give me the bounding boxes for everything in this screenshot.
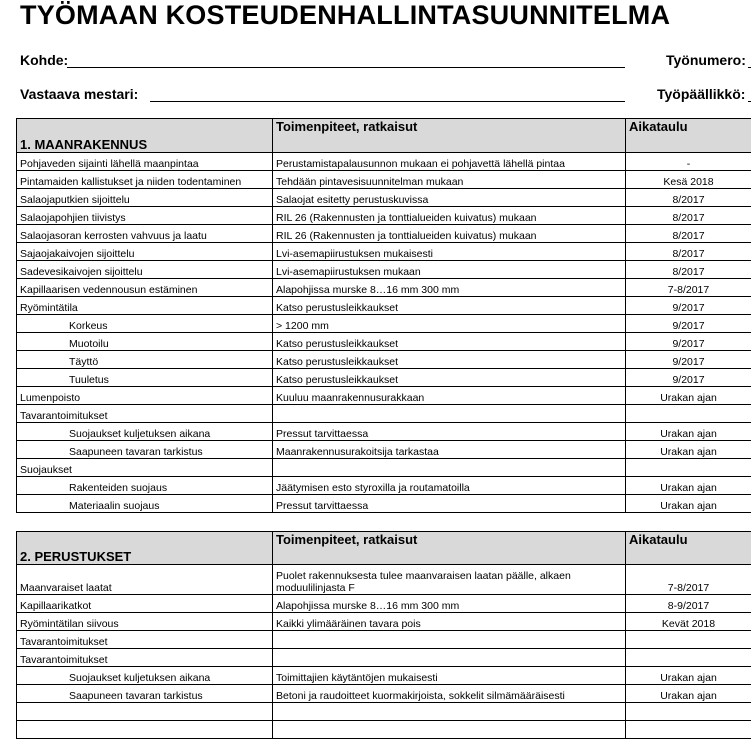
row-item: Pohjaveden sijainti lähellä maanpintaa: [17, 153, 273, 171]
table-row: [17, 631, 751, 649]
table-row: [17, 171, 751, 189]
row-schedule: [626, 703, 751, 721]
column-header-schedule: Aikataulu: [626, 532, 751, 565]
row-schedule: Kevät 2018: [626, 613, 751, 631]
row-item: Tuuletus: [17, 369, 273, 387]
row-schedule: Urakan ajan: [626, 685, 751, 703]
table-row: [17, 279, 751, 297]
row-item: Lumenpoisto: [17, 387, 273, 405]
row-item: Salaojasoran kerrosten vahvuus ja laatu: [17, 225, 273, 243]
row-item: Tavarantoimitukset: [17, 649, 273, 667]
table-row: [17, 459, 751, 477]
row-schedule: Urakan ajan: [626, 477, 751, 495]
row-item: Muotoilu: [17, 333, 273, 351]
row-item: Tavarantoimitukset: [17, 405, 273, 423]
table-row: [17, 703, 751, 721]
kohde-field[interactable]: [67, 67, 625, 68]
table-row: [17, 225, 751, 243]
row-action: Pressut tarvittaessa: [273, 423, 626, 441]
row-schedule: 9/2017: [626, 297, 751, 315]
row-action: Toimittajien käytäntöjen mukaisesti: [273, 667, 626, 685]
mestari-label: Vastaava mestari:: [20, 86, 139, 102]
row-schedule: 9/2017: [626, 315, 751, 333]
kohde-label: Kohde:: [20, 52, 69, 68]
column-header-schedule: Aikataulu: [626, 119, 751, 153]
table-row: [17, 243, 751, 261]
row-schedule: 8-9/2017: [626, 595, 751, 613]
row-schedule: -: [626, 153, 751, 171]
table-row: [17, 315, 751, 333]
column-header-actions: Toimenpiteet, ratkaisut: [273, 119, 626, 153]
row-action: [273, 405, 626, 423]
row-item: Täyttö: [17, 351, 273, 369]
row-item: Materiaalin suojaus: [17, 495, 273, 513]
table-row: [17, 667, 751, 685]
row-schedule: Urakan ajan: [626, 423, 751, 441]
row-action: Salaojat esitetty perustuskuvissa: [273, 189, 626, 207]
section-heading: 1. MAANRAKENNUS: [17, 119, 273, 153]
table-row: [17, 423, 751, 441]
row-item: Ryömintätila: [17, 297, 273, 315]
row-action: [273, 631, 626, 649]
row-action: Maanrakennusurakoitsija tarkastaa: [273, 441, 626, 459]
row-action: Betoni ja raudoitteet kuormakirjoista, sokkelit silmämääräisesti: [273, 685, 626, 703]
row-action: Lvi-asemapiirustuksen mukaan: [273, 261, 626, 279]
row-item: Suojaukset kuljetuksen aikana: [17, 667, 273, 685]
row-schedule: [626, 459, 751, 477]
row-item: Rakenteiden suojaus: [17, 477, 273, 495]
row-action: Kuuluu maanrakennusurakkaan: [273, 387, 626, 405]
table-row: [17, 153, 751, 171]
row-schedule: 9/2017: [626, 369, 751, 387]
row-schedule: Urakan ajan: [626, 667, 751, 685]
table-row: [17, 477, 751, 495]
row-item: Kapillaarisen vedennousun estäminen: [17, 279, 273, 297]
row-action: Pressut tarvittaessa: [273, 495, 626, 513]
row-item: Sajaojakaivojen sijoittelu: [17, 243, 273, 261]
row-action: Katso perustusleikkaukset: [273, 369, 626, 387]
row-schedule: 9/2017: [626, 351, 751, 369]
row-schedule: 9/2017: [626, 333, 751, 351]
row-schedule: 7-8/2017: [626, 279, 751, 297]
table-row: [17, 333, 751, 351]
row-schedule: [626, 631, 751, 649]
table-row: [17, 387, 751, 405]
row-schedule: 8/2017: [626, 207, 751, 225]
row-item: Salaojapohjien tiivistys: [17, 207, 273, 225]
section-table-perustukset: [16, 531, 751, 739]
row-schedule: Urakan ajan: [626, 441, 751, 459]
table-row: [17, 595, 751, 613]
row-action: Alapohjissa murske 8…16 mm 300 mm: [273, 279, 626, 297]
row-action: Puolet rakennuksesta tulee maanvaraisen laatan päälle, alkaen moduulilinjasta F: [273, 565, 626, 595]
table-row: [17, 351, 751, 369]
paallikko-label: Työpäällikkö:: [657, 86, 746, 102]
table-row: [17, 441, 751, 459]
section-table-maanrakennus: [16, 118, 751, 513]
row-item: Tavarantoimitukset: [17, 631, 273, 649]
row-schedule: [626, 721, 751, 739]
table-row: [17, 495, 751, 513]
row-item: [17, 703, 273, 721]
row-schedule: 8/2017: [626, 243, 751, 261]
row-action: Perustamistapalausunnon mukaan ei pohjavettä lähellä pintaa: [273, 153, 626, 171]
row-schedule: 8/2017: [626, 225, 751, 243]
row-item: [17, 721, 273, 739]
row-action: Katso perustusleikkaukset: [273, 297, 626, 315]
row-action: [273, 703, 626, 721]
row-schedule: 8/2017: [626, 261, 751, 279]
table-row: [17, 685, 751, 703]
page-title: TYÖMAAN KOSTEUDENHALLINTASUUNNITELMA: [20, 0, 671, 30]
table-row: [17, 261, 751, 279]
row-action: Kaikki ylimääräinen tavara pois: [273, 613, 626, 631]
row-schedule: 7-8/2017: [626, 565, 751, 595]
row-action: Alapohjissa murske 8…16 mm 300 mm: [273, 595, 626, 613]
row-action: RIL 26 (Rakennusten ja tonttialueiden kuivatus) mukaan: [273, 207, 626, 225]
table-row: [17, 721, 751, 739]
row-schedule: [626, 405, 751, 423]
row-schedule: 8/2017: [626, 189, 751, 207]
row-item: Sadevesikaivojen sijoittelu: [17, 261, 273, 279]
row-item: Maanvaraiset laatat: [17, 565, 273, 595]
table-row: [17, 369, 751, 387]
row-action: Lvi-asemapiirustuksen mukaisesti: [273, 243, 626, 261]
row-item: Saapuneen tavaran tarkistus: [17, 685, 273, 703]
row-action: Katso perustusleikkaukset: [273, 351, 626, 369]
row-item: Suojaukset: [17, 459, 273, 477]
row-schedule: Urakan ajan: [626, 387, 751, 405]
row-item: Suojaukset kuljetuksen aikana: [17, 423, 273, 441]
row-action: Katso perustusleikkaukset: [273, 333, 626, 351]
table-row: [17, 405, 751, 423]
table-row: [17, 297, 751, 315]
row-action: [273, 649, 626, 667]
row-action: Tehdään pintavesisuunnitelman mukaan: [273, 171, 626, 189]
row-schedule: [626, 649, 751, 667]
row-action: [273, 459, 626, 477]
row-item: Pintamaiden kallistukset ja niiden todentaminen: [17, 171, 273, 189]
section-header-row: [17, 119, 751, 153]
row-action: > 1200 mm: [273, 315, 626, 333]
row-action: Jäätymisen esto styroxilla ja routamatoilla: [273, 477, 626, 495]
row-item: Korkeus: [17, 315, 273, 333]
row-item: Ryömintätilan siivous: [17, 613, 273, 631]
table-row: [17, 613, 751, 631]
row-item: Kapillaarikatkot: [17, 595, 273, 613]
table-row: [17, 649, 751, 667]
table-row: [17, 207, 751, 225]
mestari-field[interactable]: [150, 101, 625, 102]
row-action: [273, 721, 626, 739]
row-action: RIL 26 (Rakennusten ja tonttialueiden kuivatus) mukaan: [273, 225, 626, 243]
table-row: [17, 189, 751, 207]
tyonumero-label: Työnumero:: [666, 52, 746, 68]
section-header-row: [17, 532, 751, 565]
row-item: Saapuneen tavaran tarkistus: [17, 441, 273, 459]
row-item: Salaojaputkien sijoittelu: [17, 189, 273, 207]
row-schedule: Urakan ajan: [626, 495, 751, 513]
row-schedule: Kesä 2018: [626, 171, 751, 189]
section-heading: 2. PERUSTUKSET: [17, 532, 273, 565]
column-header-actions: Toimenpiteet, ratkaisut: [273, 532, 626, 565]
table-row: [17, 565, 751, 595]
